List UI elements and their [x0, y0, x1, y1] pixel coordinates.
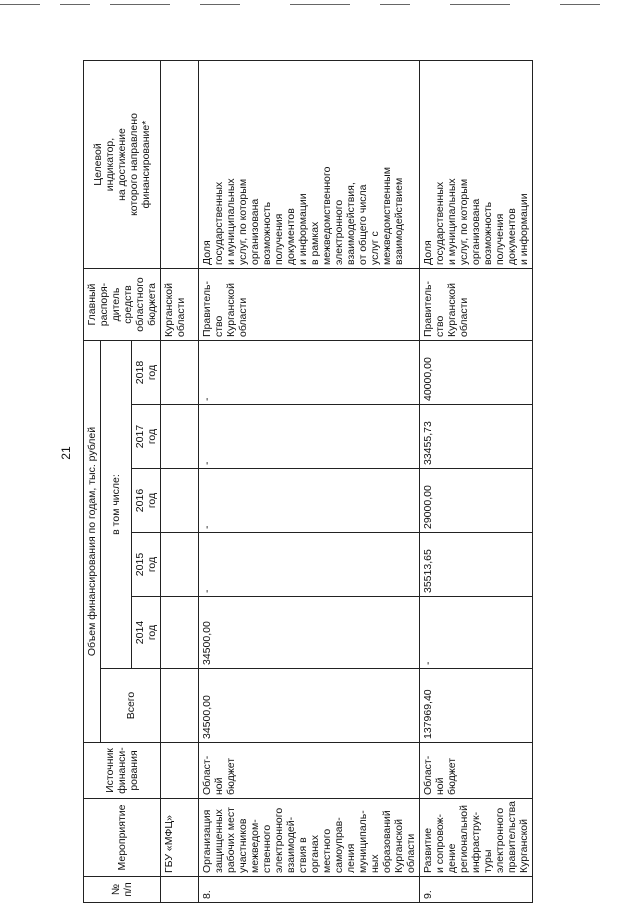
- header-year-2014: 2014 год: [132, 597, 161, 669]
- row-indicator: Доля государственных и муниципальных услуг, по которым организована возможность получения документов и информации в рамках межведомственного электронного взаимодействия, от общего числа услуг с межведомственным взаимодействием: [199, 61, 420, 269]
- org-manager: Курганской области: [161, 269, 199, 341]
- header-indicator: Целевой индикатор, на достижение которого направлено финансирование*: [84, 61, 161, 269]
- page-number: 21: [59, 446, 73, 460]
- header-total: Всего: [101, 669, 161, 743]
- header-year-2018: 2018 год: [132, 341, 161, 405]
- row-2017: 33455,73: [420, 405, 533, 469]
- rotated-table-wrapper: [83, 60, 638, 903]
- scan-top-edge: [0, 4, 640, 6]
- row-event: Развитие и сопровож- дение региональной инфраструк- туры электронного правительства Курганской: [420, 799, 533, 877]
- row-2014: -: [420, 597, 533, 669]
- row-manager: Правитель- ство Курганской области: [420, 269, 533, 341]
- row-num: 8.: [199, 877, 420, 903]
- header-row-1: [84, 61, 101, 903]
- row-event: Организация защищенных рабочих мест участников межведом- ственного электронного взаимодей- ствия в органах местного самоуправ- ления муниципаль- ных образований Курганской области: [199, 799, 420, 877]
- financing-table: [83, 60, 533, 903]
- header-manager: Главный распоря- дитель средств областного бюджета: [84, 269, 161, 341]
- row-num: 9.: [420, 877, 533, 903]
- table-row: [420, 61, 533, 903]
- row-source: Област- ной бюджет: [420, 743, 533, 799]
- row-total: 137969,40: [420, 669, 533, 743]
- row-2016: -: [199, 469, 420, 533]
- org-name: ГБУ «МФЦ»: [161, 799, 199, 877]
- header-event: Мероприятие: [84, 799, 161, 877]
- row-manager: Правитель- ство Курганской области: [199, 269, 420, 341]
- row-source: Област- ной бюджет: [199, 743, 420, 799]
- org-row: [161, 61, 199, 903]
- header-source: Источник финанси- рования: [84, 743, 161, 799]
- row-2018: 40000,00: [420, 341, 533, 405]
- row-2016: 29000,00: [420, 469, 533, 533]
- row-2018: -: [199, 341, 420, 405]
- header-year-2017: 2017 год: [132, 405, 161, 469]
- row-2015: -: [199, 533, 420, 597]
- row-2014: 34500,00: [199, 597, 420, 669]
- table-row: [199, 61, 420, 903]
- row-total: 34500,00: [199, 669, 420, 743]
- header-including: в том числе:: [101, 341, 132, 669]
- row-2017: -: [199, 405, 420, 469]
- header-year-2016: 2016 год: [132, 469, 161, 533]
- row-indicator: Доля государственных и муниципальных услуг, по которым организована возможность получения документов и информации: [420, 61, 533, 269]
- header-num: № п/п: [84, 877, 161, 903]
- header-year-2015: 2015 год: [132, 533, 161, 597]
- row-2015: 35513,65: [420, 533, 533, 597]
- header-volume: Объем финансирования по годам, тыс. рублей: [84, 341, 101, 743]
